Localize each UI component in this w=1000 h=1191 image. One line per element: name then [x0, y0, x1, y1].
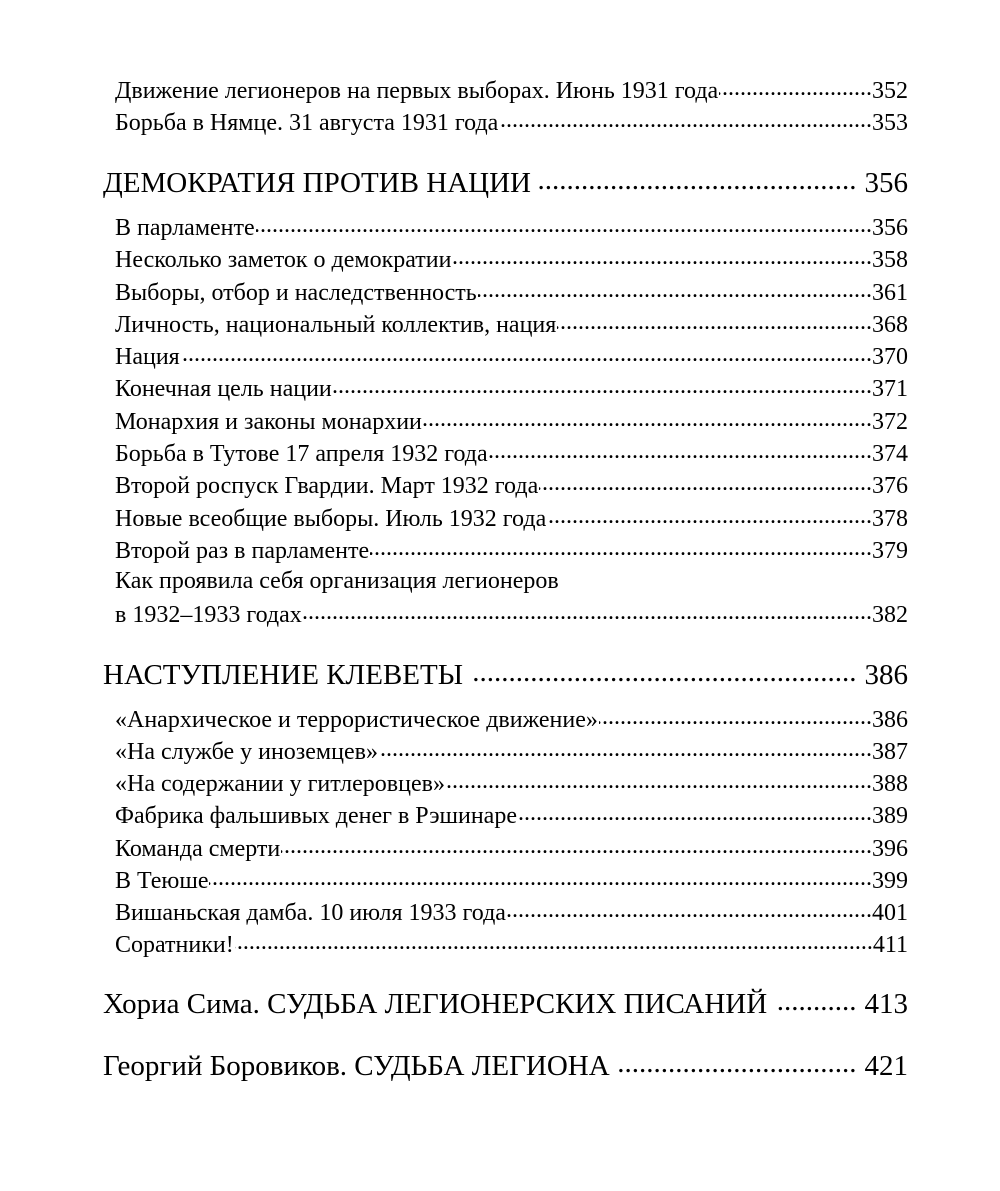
toc-entry-page: 353 [872, 110, 908, 136]
toc-entry-page: 382 [872, 602, 908, 628]
toc-leader-dots [379, 735, 872, 759]
toc-leader-dots [478, 276, 872, 300]
toc-entry[interactable] [115, 372, 908, 402]
toc-section-page: 386 [864, 659, 908, 691]
toc-leader-dots [370, 534, 872, 558]
toc-entry-page: 399 [872, 868, 908, 894]
toc-entry-page: 356 [872, 215, 908, 241]
toc-entry-title: «Анархическое и террористическое движение» [115, 707, 598, 733]
toc-section-page: 421 [864, 1050, 908, 1082]
toc-entry[interactable] [115, 703, 908, 733]
toc-entry-page: 374 [872, 441, 908, 467]
toc-leader-dots [518, 799, 872, 823]
toc-entry[interactable] [115, 74, 908, 104]
toc-section-heading[interactable] [103, 655, 908, 691]
toc-entry-page: 368 [872, 312, 908, 338]
toc-entry-page: 372 [872, 409, 908, 435]
toc-leader-dots [599, 703, 872, 727]
toc-entry-page: 411 [872, 932, 908, 958]
toc-entry[interactable] [115, 864, 908, 894]
toc-section-heading[interactable] [103, 1046, 908, 1082]
toc-section-heading[interactable] [103, 984, 908, 1020]
toc-entry-page: 396 [872, 836, 908, 862]
toc-entry-page: 379 [872, 538, 908, 564]
toc-entry[interactable] [115, 106, 908, 136]
toc-leader-dots [303, 598, 872, 622]
toc-entry[interactable] [115, 308, 908, 338]
toc-entry[interactable] [115, 534, 908, 564]
toc-leader-dots [507, 896, 872, 920]
toc-entry-title: Команда смерти [115, 836, 281, 862]
toc-leader-dots [547, 502, 872, 526]
toc-leader-dots [452, 243, 872, 267]
toc-leader-dots [618, 1046, 857, 1075]
toc-entry[interactable] [115, 767, 908, 797]
toc-entry-page: 361 [872, 280, 908, 306]
toc-section-page: 356 [864, 167, 908, 199]
toc-entry[interactable] [115, 469, 908, 499]
toc-leader-dots [446, 767, 872, 791]
toc-section-heading[interactable] [103, 163, 908, 199]
toc-leader-dots [539, 469, 872, 493]
toc-entry-title: Монархия и законы монархии [115, 409, 422, 435]
toc-section-title: ДЕМОКРАТИЯ ПРОТИВ НАЦИИ [103, 167, 531, 199]
toc-entry-title: в 1932–1933 годах [115, 602, 302, 628]
toc-entry-page: 387 [872, 739, 908, 765]
toc-section-page: 413 [864, 988, 908, 1020]
toc-leader-dots [489, 437, 872, 461]
toc-entry-title: Соратники! [115, 932, 234, 958]
toc-entry[interactable] [115, 735, 908, 765]
toc-entry-title: Выборы, отбор и наследственность [115, 280, 477, 306]
toc-entry-title: Новые всеобщие выборы. Июль 1932 года [115, 506, 547, 532]
toc-leader-dots [209, 864, 872, 888]
toc-entry-title: Фабрика фальшивых денег в Рэшинаре [115, 803, 517, 829]
toc-leader-dots [181, 340, 872, 364]
toc-entry-page: 386 [872, 707, 908, 733]
toc-entry-title: Личность, национальный коллектив, нация [115, 312, 557, 338]
toc-leader-dots [281, 832, 872, 856]
toc-entry[interactable] [115, 405, 908, 435]
toc-entry-page: 376 [872, 473, 908, 499]
toc-entry-page: 352 [872, 78, 908, 104]
toc-entry-title: Движение легионеров на первых выборах. Июнь 1931 года [115, 78, 719, 104]
toc-entry[interactable] [115, 502, 908, 532]
toc-entry[interactable] [115, 928, 908, 958]
toc-entry-title: В Теюше [115, 868, 209, 894]
toc-leader-dots [235, 928, 873, 952]
toc-entry[interactable] [115, 211, 908, 241]
toc-entry-page: 371 [872, 376, 908, 402]
toc-entry-page: 370 [872, 344, 908, 370]
toc-entry-title: Второй роспуск Гвардии. Март 1932 года [115, 473, 539, 499]
toc-leader-dots [719, 74, 872, 98]
toc-leader-dots [256, 211, 872, 235]
toc-entry-title: Как проявила себя организация легионеров [115, 568, 559, 594]
toc-entry[interactable] [115, 896, 908, 926]
toc-entry[interactable] [115, 276, 908, 306]
toc-entry-first-line[interactable] [115, 566, 908, 596]
toc-section-title: НАСТУПЛЕНИЕ КЛЕВЕТЫ [103, 659, 463, 691]
toc-entry-title: «На содержании у гитлеровцев» [115, 771, 445, 797]
toc-entry[interactable] [115, 340, 908, 370]
toc-leader-dots [333, 372, 872, 396]
toc-entry[interactable] [115, 243, 908, 273]
toc-leader-dots [471, 655, 857, 684]
toc-entry[interactable] [115, 598, 908, 628]
toc-entry-page: 388 [872, 771, 908, 797]
toc-leader-dots [557, 308, 872, 332]
toc-entry-page: 389 [872, 803, 908, 829]
toc-entry-title: В парламенте [115, 215, 255, 241]
toc-leader-dots [775, 984, 856, 1013]
toc-leader-dots [499, 106, 872, 130]
toc-entry-title: Несколько заметок о демократии [115, 247, 452, 273]
toc-entry[interactable] [115, 832, 908, 862]
toc-entry-title: Борьба в Тутове 17 апреля 1932 года [115, 441, 488, 467]
toc-leader-dots [423, 405, 872, 429]
toc-section-title: Хориа Сима. СУДЬБА ЛЕГИОНЕРСКИХ ПИСАНИЙ [103, 988, 768, 1020]
toc-entry[interactable] [115, 799, 908, 829]
toc-entry-page: 358 [872, 247, 908, 273]
toc-entry[interactable] [115, 437, 908, 467]
toc-entry-title: Вишаньская дамба. 10 июля 1933 года [115, 900, 506, 926]
toc-entry-title: Конечная цель нации [115, 376, 332, 402]
toc-entry-title: Борьба в Нямце. 31 августа 1931 года [115, 110, 499, 136]
toc-entry-title: Нация [115, 344, 180, 370]
toc-section-title: Георгий Боровиков. СУДЬБА ЛЕГИОНА [103, 1050, 610, 1082]
toc-entry-title: Второй раз в парламенте [115, 538, 370, 564]
toc-entry-page: 378 [872, 506, 908, 532]
toc-entry-title: «На службе у иноземцев» [115, 739, 378, 765]
toc-leader-dots [539, 163, 857, 192]
toc-entry-page: 401 [872, 900, 908, 926]
